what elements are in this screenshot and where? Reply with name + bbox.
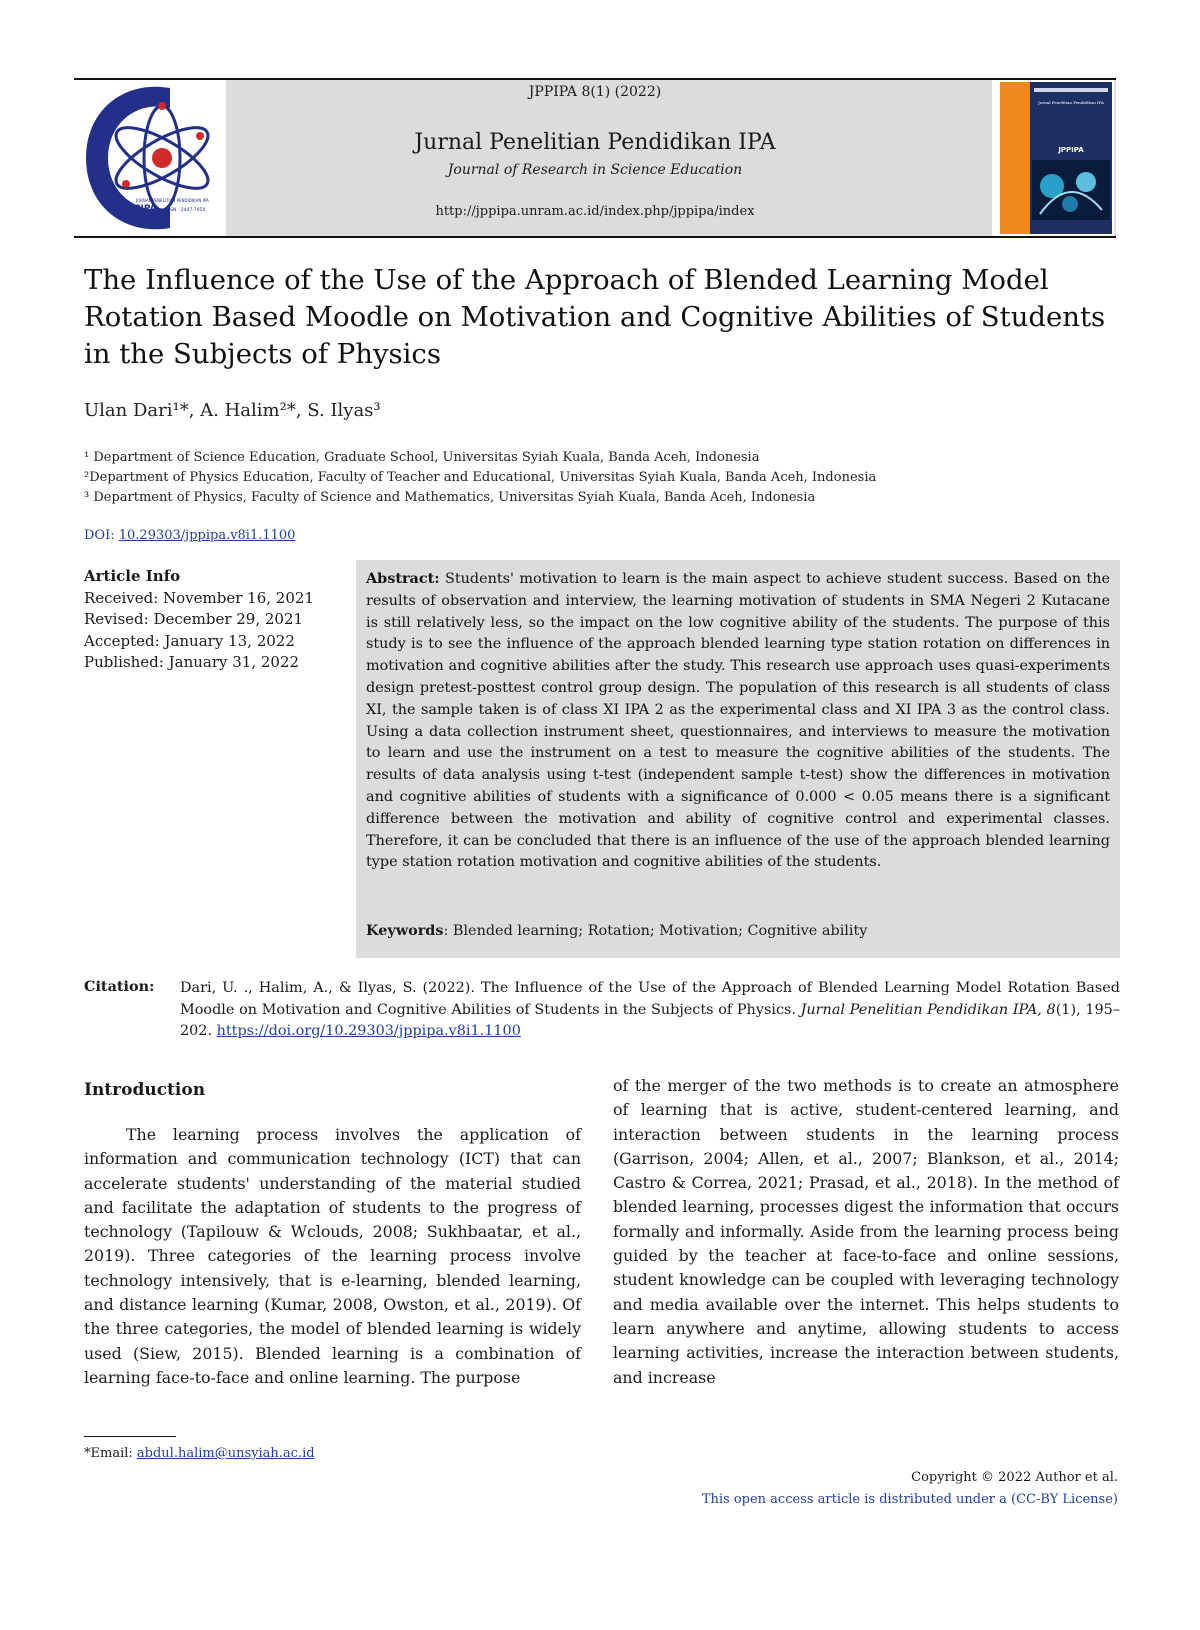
journal-header	[74, 78, 1116, 238]
license-notice[interactable]: This open access article is distributed under a (CC-BY License)	[701, 1492, 1118, 1507]
article-info	[84, 566, 334, 674]
affiliation-1: ¹ Department of Science Education, Graduate School, Universitas Syiah Kuala, Banda Aceh, Indonesia	[84, 450, 760, 465]
citation-label: Citation:	[84, 978, 155, 995]
abstract-paragraph	[366, 568, 1110, 874]
abstract-box	[356, 560, 1120, 958]
body-column-right: of the merger of the two methods is to create an atmosphere of learning that is active, student-centered learning, and interaction between students in the learning process (Garrison, 2004; Allen, et al., 2007; Blankson, et al., 2014; Castro & Correa, 2021; Prasad, et al., 2018). In the method of blended learning, processes digest the information that occurs formally and informally. Aside from the learning process being guided by the teacher at face-to-face and online sessions, student knowledge can be coupled with leveraging technology and media available over the internet. This helps students to learn anywhere and anytime, allowing students to access learning activities, increase the interaction between students, and increase	[613, 1076, 1119, 1387]
journal-issue: JPPIPA 8(1) (2022)	[528, 84, 662, 100]
citation-text	[180, 978, 1120, 1043]
logo-text: JPPIPA	[124, 204, 157, 214]
keywords-label: Keywords	[366, 922, 444, 939]
footnote-divider	[84, 1436, 176, 1437]
journal-title: Jurnal Penelitian Pendidikan IPA	[414, 130, 776, 155]
cover-journal-name: Jurnal Penelitian Pendidikan IPA	[1038, 100, 1104, 105]
journal-url[interactable]: http://jppipa.unram.ac.id/index.php/jppipa/index	[435, 204, 755, 219]
section-heading-introduction: Introduction	[84, 1080, 206, 1100]
received-date: Received: November 16, 2021	[84, 588, 314, 607]
affiliation-2: ²Department of Physics Education, Faculty of Teacher and Educational, Universitas Syiah Kuala, Banda Aceh, Indonesia	[84, 470, 877, 485]
published-date: Published: January 31, 2022	[84, 653, 300, 671]
doi-link[interactable]: 10.29303/jppipa.v8i1.1100	[118, 528, 296, 543]
journal-subtitle: Journal of Research in Science Education	[447, 162, 743, 178]
body-column-left: The learning process involves the application of information and communication technology (ICT) that can accelerate students' understanding of the material studied and facilitate the adaptation of students to the progress of technology (Tapilouw & Wclouds, 2008; Sukhbaatar, et al., 2019). Three categories of the learning process involve technology intensively, that is e-learning, blended learning, and distance learning (Kumar, 2008, Owston, et al., 2019). Of the three categories, the model of blended learning is widely used (Siew, 2015). Blended learning is a combination of learning face-to-face and online learning. The purpose	[84, 1125, 581, 1387]
revised-date: Revised: December 29, 2021	[84, 610, 304, 628]
citation-journal: Jurnal Penelitian Pendidikan IPA, 8	[800, 1001, 1056, 1018]
email-link[interactable]: abdul.halim@unsyiah.ac.id	[136, 1446, 315, 1461]
article-title: The Influence of the Use of the Approach of Blended Learning Model Rotation Based Moodle on Motivation and Cognitive Abilities of Students in the Subjects of Physics	[84, 264, 1106, 370]
footnote-email	[84, 1446, 315, 1461]
cover-label: JPPIPA	[1058, 146, 1084, 154]
abstract-label: Abstract:	[366, 570, 440, 587]
footnote-label: *Email:	[84, 1446, 137, 1461]
abstract-body: Students' motivation to learn is the main aspect to achieve student success. Based on the results of observation and interview, the learning motivation of students in SMA Negeri 2 Kutacane is still relatively less, so the impact on the low cognitive ability of the students. The purpose of this study is to see the influence of the approach blended learning type station rotation on differences in motivation and cognitive abilities after the study. This research use approach uses quasi-experiments design pretest-posttest control group design. The population of this research is all students of class XI, the sample taken is of class XI IPA 2 as the experimental class and XI IPA 3 as the control class. Using a data collection instrument sheet, questionnaires, and interviews to measure the motivation to learn and use the instrument on a test to measure the cognitive abilities of the students. The results of data analysis using t-test (independent sample t-test) show the differences in motivation and cognitive abilities of students with a significance of 0.000 < 0.05 means there is a significant difference between the motivation and ability of cognitive control and experimental classes. Therefore, it can be concluded that there is an influence of the use of the approach blended learning type station rotation motivation and cognitive abilities of the students.	[366, 571, 1111, 871]
accepted-date: Accepted: January 13, 2022	[84, 631, 295, 650]
keywords-line	[366, 922, 867, 939]
affiliation-3: ³ Department of Physics, Faculty of Science and Mathematics, Universitas Syiah Kuala, Banda Aceh, Indonesia	[84, 490, 816, 505]
citation-link[interactable]: https://doi.org/10.29303/jppipa.v8i1.1100	[216, 1023, 521, 1040]
doi-line	[84, 528, 295, 543]
cover-art-icon	[1030, 82, 1112, 234]
citation-body: Dari, U. ., Halim, A., & Ilyas, S. (2022). The Influence of the Use of the Approach of Blended Learning Model Rotation Based Moodle on Motivation and Cognitive Abilities of Students in the Subjects of Physics.	[180, 980, 1120, 1018]
copyright-notice: Copyright © 2022 Author et al.	[911, 1470, 1118, 1485]
logo-caption: JURNAL PENELITIAN PENDIDIKAN IPA	[136, 198, 209, 203]
logo-issn: ISSN : 2407-795X	[166, 208, 206, 213]
article-info-heading: Article Info	[84, 567, 181, 585]
citation-pages: (1), 195–202.	[180, 1001, 1120, 1040]
doi-label: DOI:	[84, 528, 115, 543]
keywords-list: : Blended learning; Rotation; Motivation; Cognitive ability	[443, 923, 868, 939]
journal-cover-thumbnail	[992, 80, 1114, 236]
author-list: Ulan Dari¹*, A. Halim²*, S. Ilyas³	[84, 400, 381, 421]
